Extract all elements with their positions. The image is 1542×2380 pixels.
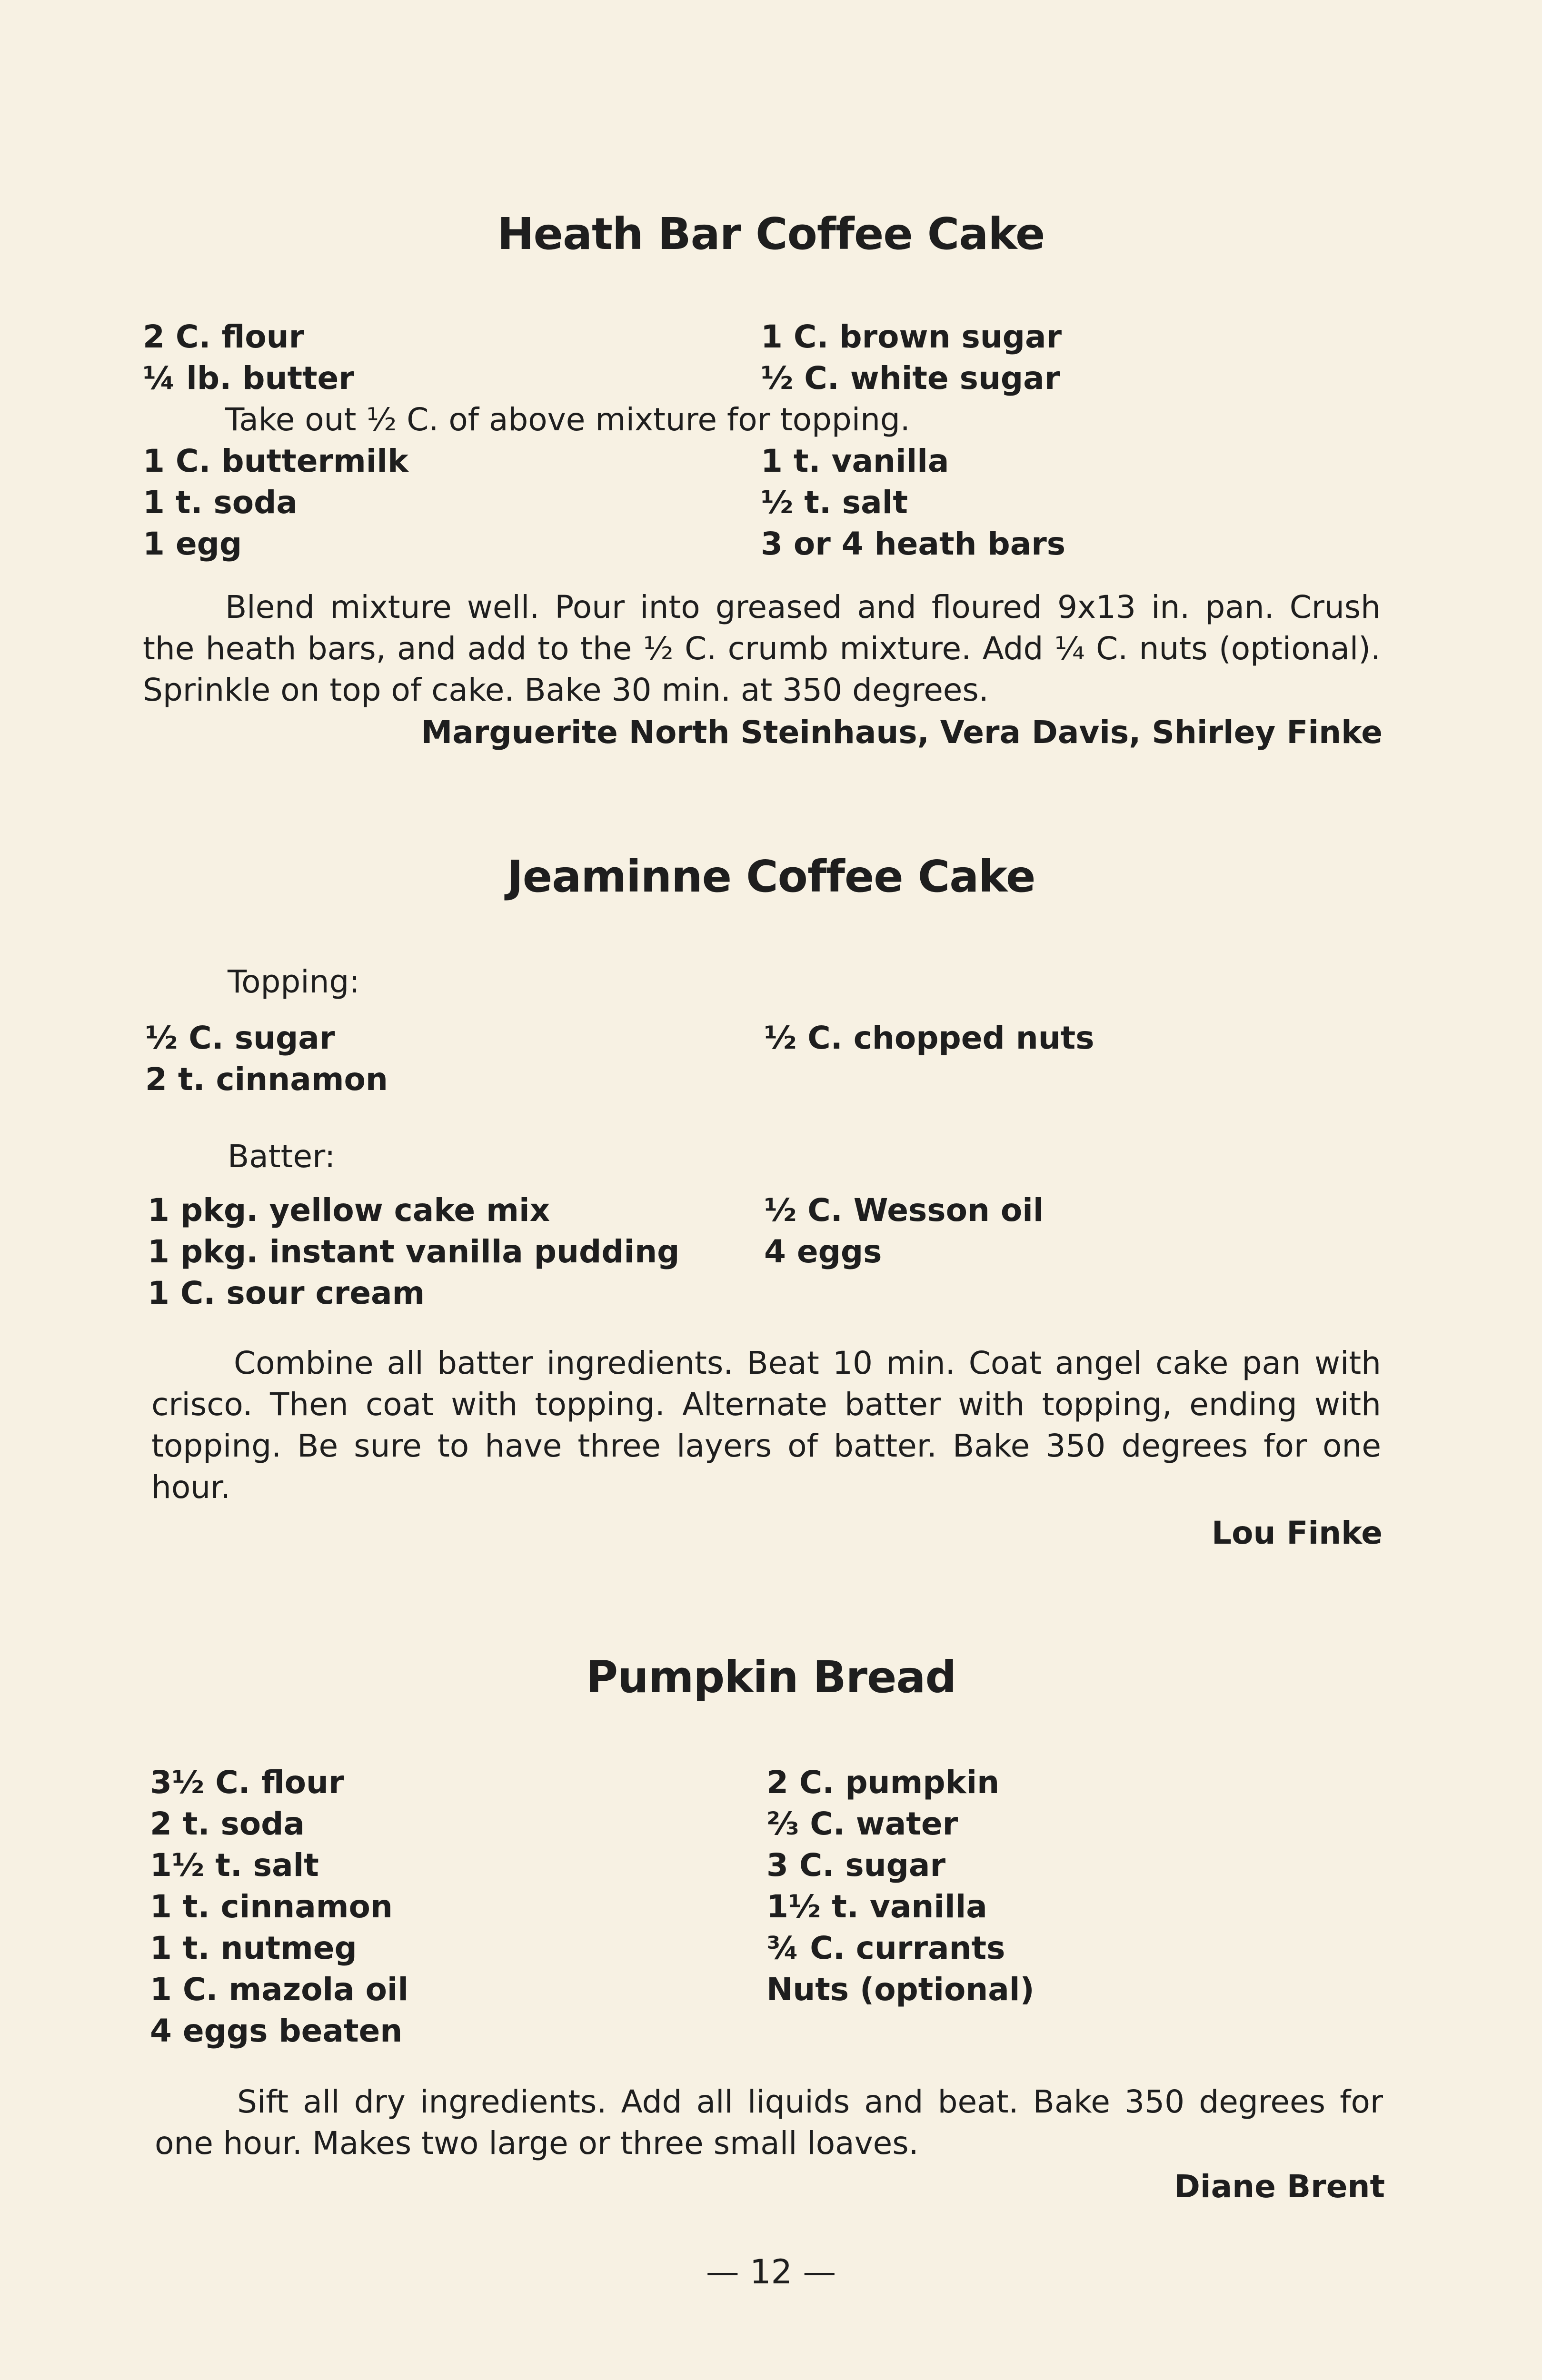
recipe-author: Lou Finke (1212, 1515, 1383, 1551)
recipe-author: Diane Brent (1174, 2168, 1385, 2205)
batter-label: Batter: (228, 1138, 336, 1175)
ingredient-item: 3 C. sugar (766, 1847, 945, 1884)
ingredient-item: 1½ t. vanilla (766, 1888, 987, 1925)
ingredient-item: 1½ t. salt (150, 1847, 319, 1884)
ingredient-item: ½ C. sugar (145, 1020, 335, 1056)
recipe-directions: Blend mixture well. Pour into greased and floured 9x13 in. pan. Crush the heath bars, and add to the ½ C. crumb mixture. Add ¼ C. nuts (optional). Sprinkle on top of cake. Bake 30 min. at 350 degrees. (143, 589, 1381, 708)
ingredient-item: 1 pkg. instant vanilla pudding (148, 1233, 680, 1270)
ingredient-item: 1 t. nutmeg (150, 1930, 357, 1966)
ingredient-item: 1 t. vanilla (761, 443, 949, 479)
ingredient-item: 2 C. pumpkin (766, 1764, 1000, 1801)
ingredient-item: 1 C. brown sugar (761, 318, 1062, 355)
ingredient-item: ½ C. chopped nuts (764, 1020, 1094, 1056)
topping-label: Topping: (228, 963, 360, 1000)
ingredient-item: 2 t. cinnamon (145, 1061, 388, 1098)
recipe-author: Marguerite North Steinhaus, Vera Davis, Shirley Finke (421, 714, 1383, 751)
ingredient-item: 3 or 4 heath bars (761, 526, 1066, 562)
ingredient-item: 1 egg (143, 526, 242, 562)
ingredient-item: Nuts (optional) (766, 1971, 1035, 2008)
ingredient-item: ½ C. Wesson oil (764, 1192, 1044, 1229)
ingredient-item: ¼ lb. butter (143, 360, 354, 397)
recipe-title-heath-bar-coffee-cake: Heath Bar Coffee Cake (497, 208, 1045, 259)
ingredient-item: 1 t. soda (143, 484, 298, 521)
recipe-directions: Combine all batter ingredients. Beat 10 min. Coat angel cake pan with crisco. Then coat with topping. Alternate batter with topping, ending with topping. Be sure to have three layers of batter. Bake 350 degrees for one hour. (151, 1345, 1381, 1506)
ingredient-item: ½ C. white sugar (761, 360, 1060, 397)
ingredient-item: 1 C. sour cream (148, 1275, 425, 1311)
ingredient-item: ⅔ C. water (766, 1805, 958, 1842)
ingredient-item: 3½ C. flour (150, 1764, 344, 1801)
recipe-title-pumpkin-bread: Pumpkin Bread (586, 1652, 956, 1703)
ingredient-item: 4 eggs (764, 1233, 882, 1270)
topping-note: Take out ½ C. of above mixture for topping. (225, 401, 910, 438)
page-number: — 12 — (706, 2252, 836, 2291)
ingredient-item: 2 C. flour (143, 318, 305, 355)
ingredient-item: 1 C. buttermilk (143, 443, 408, 479)
ingredient-item: ¾ C. currants (766, 1930, 1005, 1966)
ingredient-item: 2 t. soda (150, 1805, 305, 1842)
ingredient-item: 1 t. cinnamon (150, 1888, 393, 1925)
recipe-directions: Sift all dry ingredients. Add all liquids and beat. Bake 350 degrees for one hour. Makes two large or three small loaves. (155, 2083, 1383, 2162)
ingredient-item: 4 eggs beaten (150, 2013, 403, 2049)
ingredient-item: 1 pkg. yellow cake mix (148, 1192, 550, 1229)
ingredient-item: 1 C. mazola oil (150, 1971, 409, 2008)
recipe-title-jeaminne-coffee-cake: Jeaminne Coffee Cake (507, 851, 1035, 902)
ingredient-item: ½ t. salt (761, 484, 908, 521)
